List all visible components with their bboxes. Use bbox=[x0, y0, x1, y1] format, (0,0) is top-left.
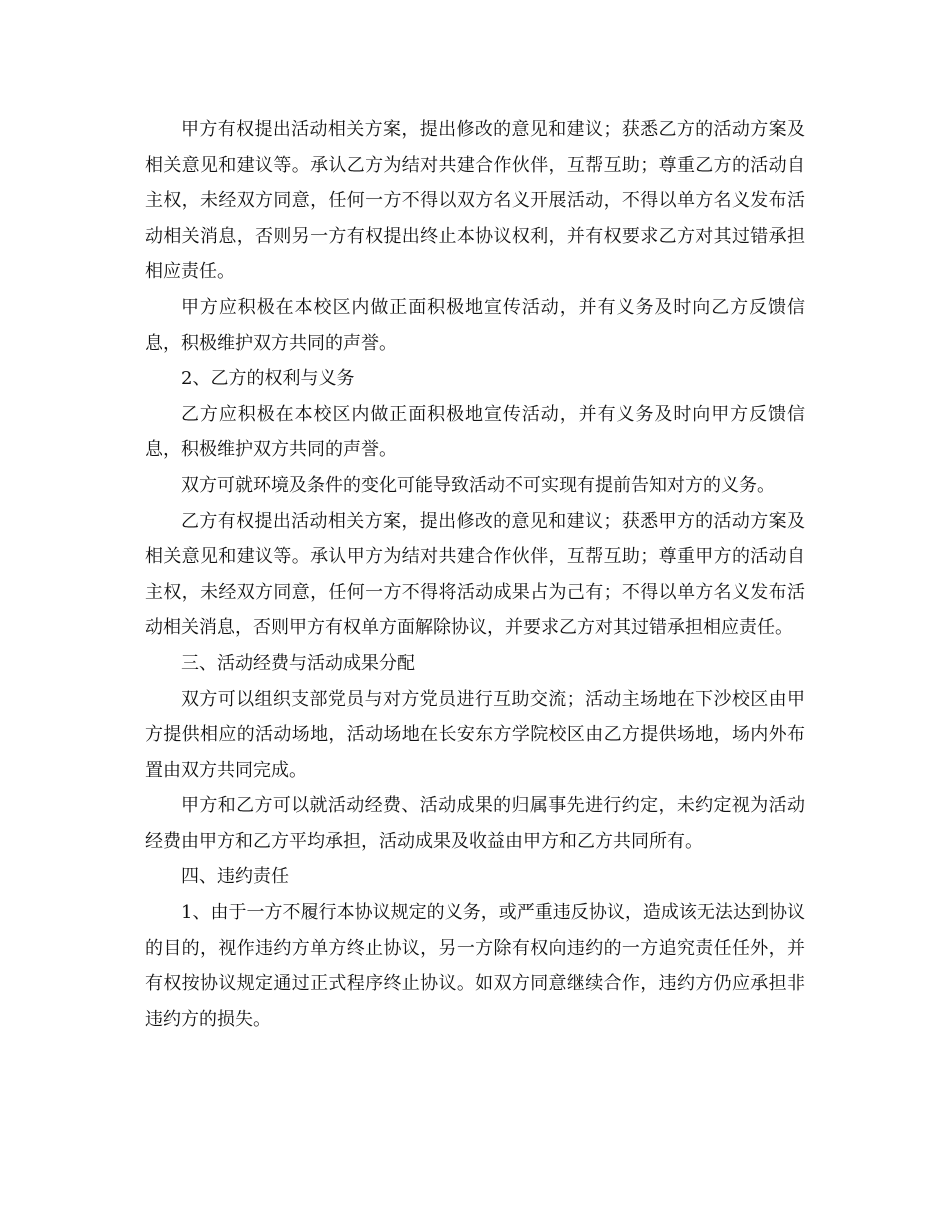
paragraph-party-b-publicity: 乙方应积极在本校区内做正面积极地宣传活动，并有义务及时向甲方反馈信息，积极维护双方共同的声誉。 bbox=[145, 403, 805, 461]
paragraph-party-a-publicity: 甲方应积极在本校区内做正面积极地宣传活动，并有义务及时向乙方反馈信息，积极维护双方共同的声誉。 bbox=[145, 296, 805, 354]
paragraph-breach-clause-1: 1、由于一方不履行本协议规定的义务，或严重违反协议，造成该无法达到协议的目的，视作违约方单方终止协议，另一方除有权向违约的一方追究责任任外，并有权按协议规定通过正式程序终止协议。如双方同意继续合作，违约方仍应承担非违约方的损失。 bbox=[145, 902, 805, 1030]
paragraph-exchange-venues: 双方可以组织支部党员与对方党员进行互助交流；活动主场地在下沙校区由甲方提供相应的活动场地，活动场地在长安东方学院校区由乙方提供场地，场内外布置由双方共同完成。 bbox=[145, 688, 805, 781]
heading-breach-liability: 四、违约责任 bbox=[181, 866, 289, 888]
heading-party-b-rights-obligations: 2、乙方的权利与义务 bbox=[181, 368, 355, 390]
heading-funding-and-results: 三、活动经费与活动成果分配 bbox=[181, 652, 415, 674]
paragraph-funding-agreement: 甲方和乙方可以就活动经费、活动成果的归属事先进行约定，未约定视为活动经费由甲方和乙方平均承担，活动成果及收益由甲方和乙方共同所有。 bbox=[145, 795, 805, 852]
paragraph-notice-obligation: 双方可就环境及条件的变化可能导致活动不可实现有提前告知对方的义务。 bbox=[181, 474, 775, 496]
paragraph-party-b-rights: 乙方有权提出活动相关方案，提出修改的意见和建议；获悉甲方的活动方案及相关意见和建议等。承认甲方为结对共建合作伙伴，互帮互助；尊重甲方的活动自主权，未经双方同意，任何一方不得将活动成果占为己有；不得以单方名义发布活动相关消息，否则甲方有权单方面解除协议，并要求乙方对其过错承担相应责任。 bbox=[145, 510, 805, 639]
document-body bbox=[145, 112, 805, 1037]
paragraph-party-a-rights: 甲方有权提出活动相关方案，提出修改的意见和建议；获悉乙方的活动方案及相关意见和建议等。承认乙方为结对共建合作伙伴，互帮互助；尊重乙方的活动自主权，未经双方同意，任何一方不得以双方名义开展活动，不得以单方名义发布活动相关消息，否则另一方有权提出终止本协议权利，并有权要求乙方对其过错承担相应责任。 bbox=[145, 119, 805, 283]
